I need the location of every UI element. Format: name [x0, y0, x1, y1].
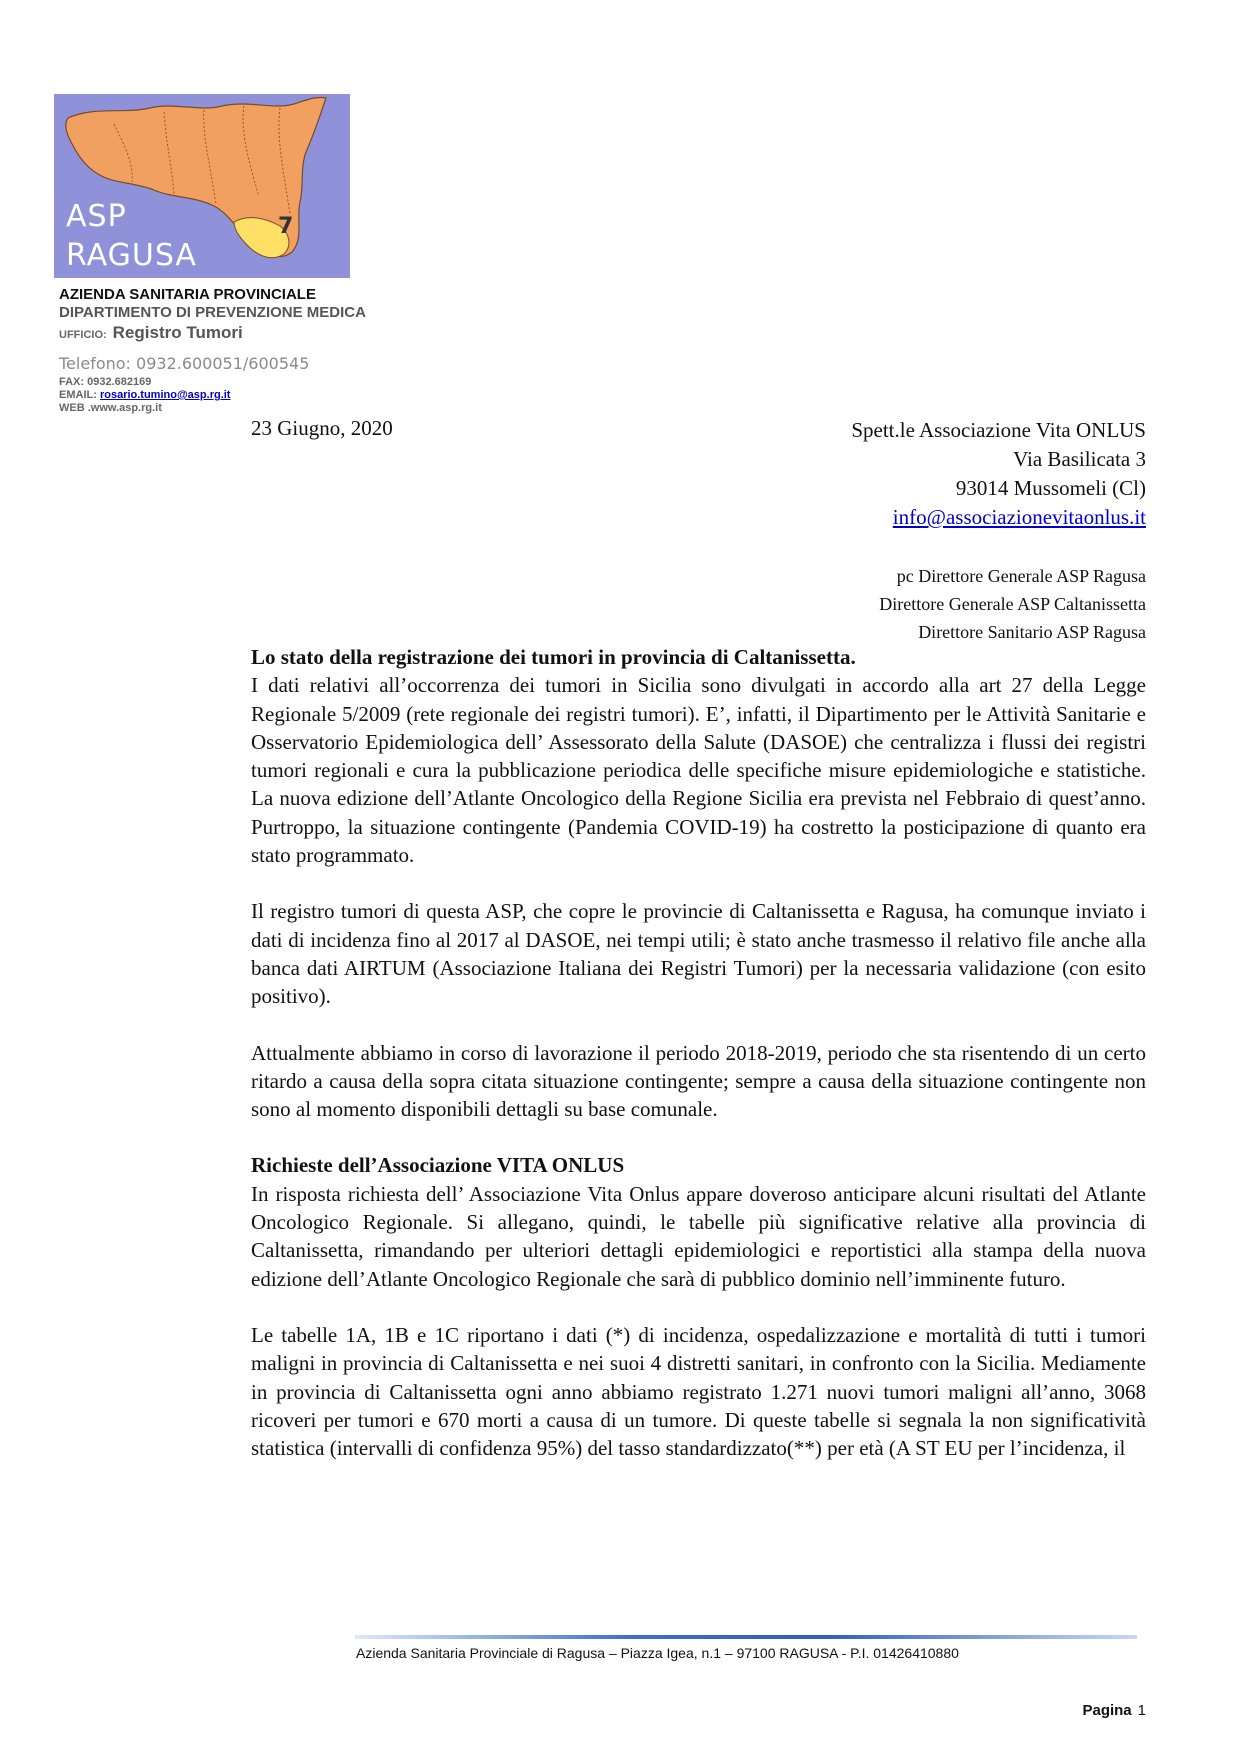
recipient-email-link[interactable]: info@associazionevitaonlus.it	[892, 505, 1146, 529]
recipient-address	[851, 416, 1146, 532]
office-line	[59, 322, 366, 346]
cc-list	[879, 562, 1146, 646]
org-name: AZIENDA SANITARIA PROVINCIALE	[59, 286, 316, 303]
office-name: Registro Tumori	[112, 323, 243, 342]
page-number	[1082, 1702, 1146, 1719]
department-name: DIPARTIMENTO DI PREVENZIONE MEDICA	[59, 304, 366, 321]
fax-number: FAX: 0932.682169	[59, 376, 152, 388]
web-address: WEB .www.asp.rg.it	[59, 402, 162, 414]
footer-divider	[355, 1635, 1137, 1639]
letter-date: 23 Giugno, 2020	[251, 416, 393, 440]
body-paragraph: In risposta richiesta dell’ Associazione Vita Onlus appare doveroso anticipare alcuni risultati del Atlante Oncologico Regionale. Si allegano, quindi, le tabelle più significative relative alla provincia di Caltanissetta, rimandando per ulteriori dettagli epidemiologici e reportistici alla stampa della nuova edizione dell’Atlante Oncologico Regionale che sarà di pubblico dominio nell’imminente futuro.	[251, 1181, 1146, 1291]
letter-body	[251, 643, 1146, 1462]
body-paragraph: I dati relativi all’occorrenza dei tumori in Sicilia sono divulgati in accordo alla art 27 della Legge Regionale 5/2009 (rete regionale dei registri tumori). E’, infatti, il Dipartimento per le Attività Sanitarie e Osservatorio Epidemiologica dell’ Assessorato della Salute (DASOE) che centralizza i flussi dei registri tumori regionali e cura la pubblicazione periodica delle specifiche misure epidemiologiche e statistiche. La nuova edizione dell’Atlante Oncologico della Regione Sicilia era prevista nel Febbraio di quest’anno. Purtroppo, la situazione contingente (Pandemia COVID-19) ha costretto la posticipazione di quanto era stato programmato.	[251, 673, 1146, 868]
body-paragraph: Il registro tumori di questa ASP, che copre le provincie di Caltanissetta e Ragusa, ha comunque inviato i dati di incidenza fino al 2017 al DASOE, nei tempi utili; è stato anche trasmesso il relativo file anche alla banca dati AIRTUM (Associazione Italiana dei Registri Tumori) per la necessaria validazione (con esito positivo).	[251, 899, 1146, 1009]
office-label: UFFICIO:	[59, 329, 107, 341]
cc-line: Direttore Sanitario ASP Ragusa	[918, 622, 1146, 642]
logo-ragusa-text: RAGUSA	[66, 238, 197, 273]
page-number-value: 1	[1137, 1702, 1146, 1719]
phone-number: Telefono: 0932.600051/600545	[59, 354, 310, 373]
page-label: Pagina	[1082, 1702, 1132, 1719]
organization-info	[59, 286, 366, 415]
recipient-line: 93014 Mussomeli (Cl)	[955, 476, 1146, 500]
recipient-line: Via Basilicata 3	[1013, 447, 1146, 471]
logo-asp-text: ASP	[66, 199, 127, 234]
body-paragraph: Le tabelle 1A, 1B e 1C riportano i dati (*) di incidenza, ospedalizzazione e mortalità di tutti i tumori maligni in provincia di Caltanissetta e nei suoi 4 distretti sanitari, in confronto con la Sicilia. Mediamente in provincia di Caltanissetta ogni anno abbiamo registrato 1.271 nuovi tumori maligni all’anno, 3068 ricoveri per tumori e 670 morti a causa di un tumore. Di queste tabelle si segnala la non significatività statistica (intervalli di confidenza 95%) del tasso standardizzato(**) per età (A ST EU per l’incidenza, il	[251, 1322, 1146, 1461]
section-heading: Richieste dell’Associazione VITA ONLUS	[251, 1153, 625, 1178]
recipient-line: Spett.le Associazione Vita ONLUS	[851, 418, 1146, 442]
cc-line: pc Direttore Generale ASP Ragusa	[896, 566, 1146, 586]
body-paragraph: Attualmente abbiamo in corso di lavorazione il periodo 2018-2019, periodo che sta risentendo di un certo ritardo a causa della sopra citata situazione contingente; sempre a causa della situazione contingente non sono al momento disponibili dettagli su base comunale.	[251, 1040, 1146, 1122]
email-link[interactable]: rosario.tumino@asp.rg.it	[99, 389, 231, 401]
email-label: EMAIL:	[59, 389, 97, 401]
section-heading: Lo stato della registrazione dei tumori in provincia di Caltanissetta.	[251, 645, 856, 669]
cc-line: Direttore Generale ASP Caltanissetta	[879, 594, 1146, 614]
email-line	[59, 389, 366, 402]
logo-badge-number: 7	[278, 214, 294, 239]
asp-ragusa-logo	[54, 94, 350, 278]
footer-address: Azienda Sanitaria Provinciale di Ragusa – Piazza Igea, n.1 – 97100 RAGUSA - P.I. 01426410880	[356, 1645, 959, 1661]
